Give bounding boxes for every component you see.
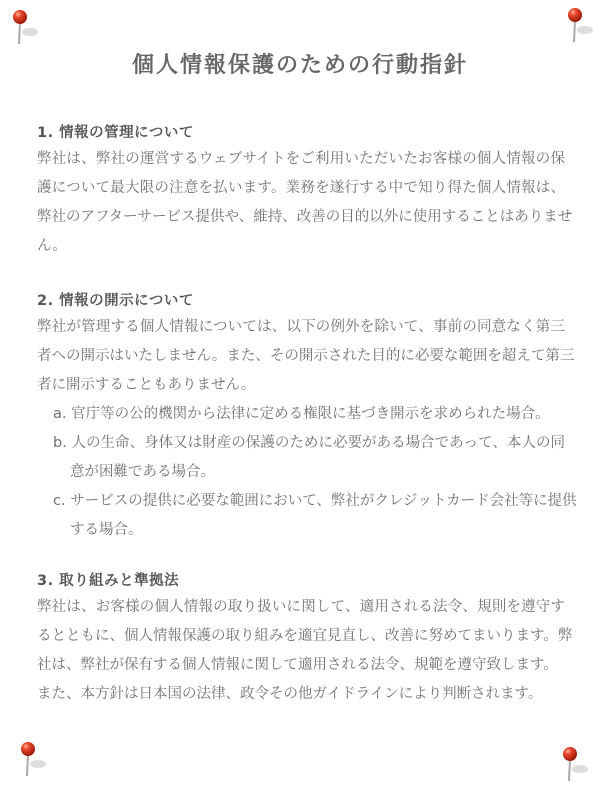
paragraph-line: また、本方針は日本国の法律、政令その他ガイドラインにより判断されます。: [37, 686, 543, 702]
paragraph-line: るとともに、個人情報保護の取り組みを適宜見直し、改善に努めてまいります。弊: [37, 628, 573, 644]
section-heading: 1. 情報の管理について: [37, 125, 194, 141]
paragraph-line: ん。: [37, 238, 67, 254]
list-item-continuation: 意が困難である場合。: [70, 464, 215, 480]
pushpin-icon: [565, 6, 595, 46]
pushpin-icon: [10, 8, 40, 48]
paragraph-line: 弊社は、弊社の運営するウェブサイトをご利用いただいたお客様の個人情報の保: [37, 151, 565, 167]
pushpin-icon: [18, 740, 48, 780]
pushpin-icon: [560, 745, 590, 785]
page-title: 個人情報保護のための行動指針: [131, 53, 468, 78]
paragraph-line: 護について最大限の注意を払います。業務を遂行する中で知り得た個人情報は、: [37, 180, 565, 196]
list-item: c. サービスの提供に必要な範囲において、弊社がクレジットカード会社等に提供: [53, 493, 577, 509]
list-item: b. 人の生命、身体又は財産の保護のために必要がある場合であって、本人の同: [53, 435, 565, 451]
section-heading: 2. 情報の開示について: [37, 293, 194, 309]
paragraph-line: 弊社が管理する個人情報については、以下の例外を除いて、事前の同意なく第三: [37, 319, 565, 335]
paragraph-line: 者への開示はいたしません。また、その開示された目的に必要な範囲を超えて第三: [37, 348, 575, 364]
list-item-continuation: する場合。: [70, 522, 143, 538]
paragraph-line: 者に開示することもありません。: [37, 377, 256, 393]
paragraph-line: 弊社は、お客様の個人情報の取り扱いに関して、適用される法令、規則を遵守す: [37, 599, 565, 615]
list-item: a. 官庁等の公的機関から法律に定める権限に基づき開示を求められた場合。: [53, 406, 550, 422]
section-heading: 3. 取り組みと準拠法: [37, 573, 180, 589]
paragraph-line: 弊社のアフターサービス提供や、維持、改善の目的以外に使用することはありませ: [37, 209, 573, 225]
paragraph-line: 社は、弊社が保有する個人情報に関して適用される法令、規範を遵守致します。: [37, 657, 558, 673]
